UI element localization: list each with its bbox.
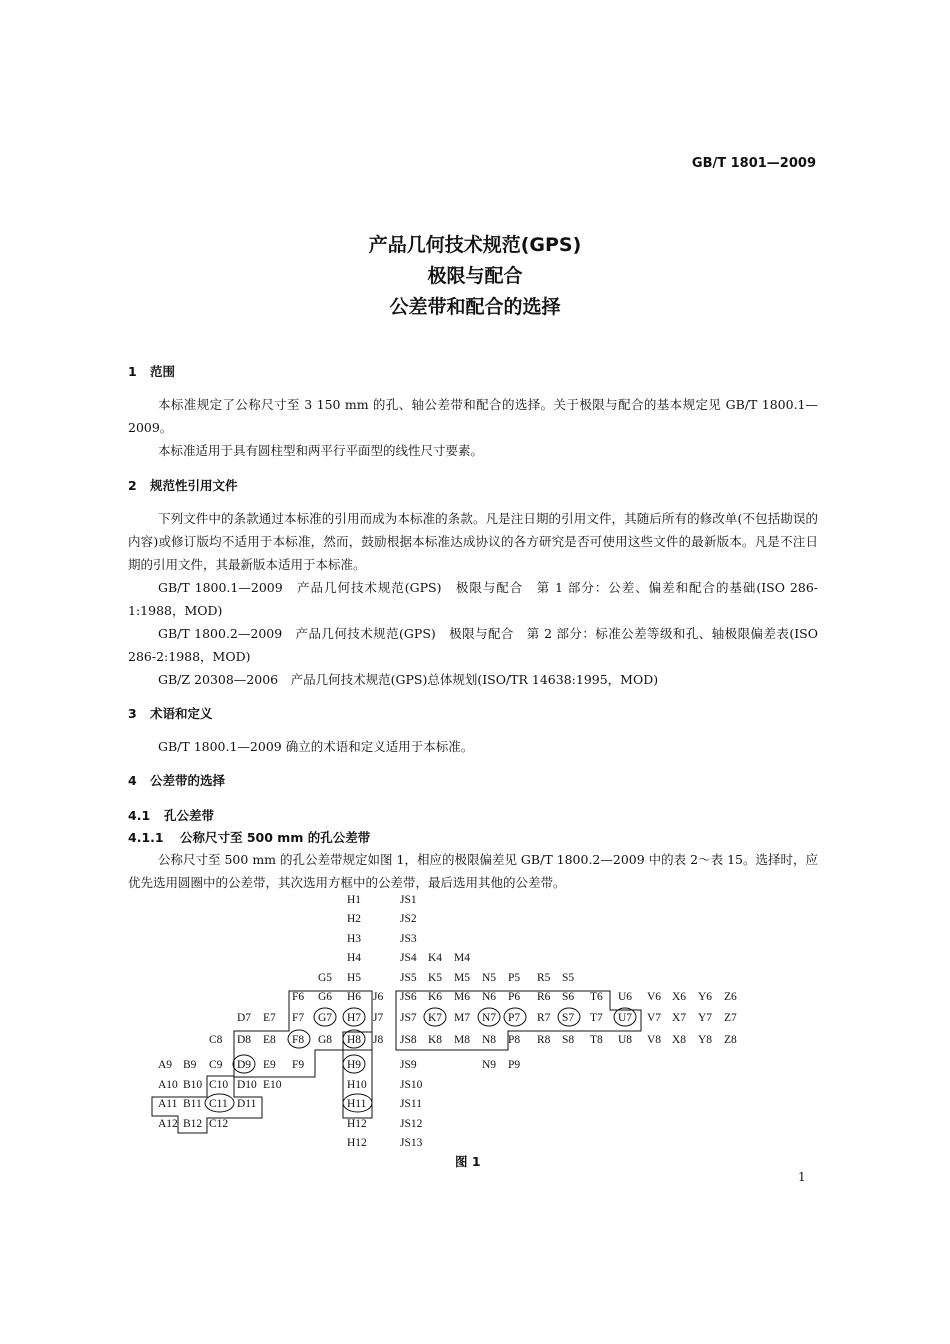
zone-x8-r8: X8 xyxy=(672,1034,687,1046)
section-title: 术语和定义 xyxy=(150,706,213,721)
reference-1: GB/T 1800.1—2009 产品几何技术规范(GPS) 极限与配合 第 1 部分：公差、偏差和配合的基础(ISO 286-1:1988，MOD) xyxy=(128,580,818,618)
section-4-1-1-paragraph-1: 公称尺寸至 500 mm 的孔公差带规定如图 1，相应的极限偏差见 GB/T 1800.2—2009 中的表 2～表 15。选择时，应优先选用圆圈中的公差带，其次选用方框中的公差带，最后选用其他的公差带。 xyxy=(128,852,818,890)
zone-js10-r10: JS10 xyxy=(400,1079,423,1091)
zone-js8-r8: JS8 xyxy=(400,1034,417,1046)
section-2-paragraph-1: 下列文件中的条款通过本标准的引用而成为本标准的条款。凡是注日期的引用文件，其随后所有的修改单(不包括勘误的内容)或修订版均不适用于本标准，然而，鼓励根据本标准达成协议的各方研究是否可使用这些文件的最新版本。凡是不注日期的引用文件，其最新版本适用于本标准。 xyxy=(128,511,818,572)
section-1-paragraph-1: 本标准规定了公称尺寸至 3 150 mm 的孔、轴公差带和配合的选择。关于极限与配合的基本规定见 GB/T 1800.1—2009。 xyxy=(128,397,818,435)
zone-g8-r8: G8 xyxy=(318,1034,333,1046)
zone-m8-r8: M8 xyxy=(454,1034,470,1046)
figure-caption: 图 1 xyxy=(455,1154,481,1169)
zone-u7-r7: U7 xyxy=(618,1012,633,1024)
zone-k7-r7: K7 xyxy=(428,1012,443,1024)
zone-s7-r7: S7 xyxy=(562,1012,575,1024)
zone-m6-r6: M6 xyxy=(454,991,470,1003)
zone-n5-r5: N5 xyxy=(482,972,497,984)
zone-d8-r8: D8 xyxy=(237,1034,252,1046)
zone-r8-r8: R8 xyxy=(537,1034,551,1046)
zone-t6-r6: T6 xyxy=(590,991,603,1003)
zone-f6-r6: F6 xyxy=(292,991,305,1003)
zone-y6-r6: Y6 xyxy=(698,991,713,1003)
zone-k6-r6: K6 xyxy=(428,991,443,1003)
zone-h7-r7: H7 xyxy=(347,1012,362,1024)
zone-d11-r11: D11 xyxy=(237,1098,257,1110)
zone-b12-r12: B12 xyxy=(183,1118,203,1130)
zone-js13-r13: JS13 xyxy=(400,1137,423,1149)
zone-a12-r12: A12 xyxy=(158,1118,178,1130)
zone-js4-r4: JS4 xyxy=(400,952,417,964)
title-line-3: 公差带和配合的选择 xyxy=(389,296,561,318)
zone-r6-r6: R6 xyxy=(537,991,551,1003)
zone-f9-r9: F9 xyxy=(292,1059,305,1071)
zone-n8-r8: N8 xyxy=(482,1034,497,1046)
title-line-2: 极限与配合 xyxy=(427,265,523,287)
zone-j7-r7: J7 xyxy=(373,1012,384,1024)
zone-js6-r6: JS6 xyxy=(400,991,417,1003)
section-number: 3 xyxy=(128,706,137,721)
zone-n9-r9: N9 xyxy=(482,1059,497,1071)
section-title: 范围 xyxy=(150,364,176,379)
zone-c9-r9: C9 xyxy=(209,1059,223,1071)
zone-p9-r9: P9 xyxy=(508,1059,521,1071)
zone-d7-r7: D7 xyxy=(237,1012,252,1024)
zone-c11-r11: C11 xyxy=(209,1098,228,1110)
zone-js5-r5: JS5 xyxy=(400,972,417,984)
zone-r7-r7: R7 xyxy=(537,1012,551,1024)
zone-c10-r10: C10 xyxy=(209,1079,229,1091)
section-number: 2 xyxy=(128,478,137,493)
zone-d10-r10: D10 xyxy=(237,1079,257,1091)
zone-g5-r5: G5 xyxy=(318,972,333,984)
section-1-paragraph-2: 本标准适用于具有圆柱型和两平行平面型的线性尺寸要素。 xyxy=(158,443,484,458)
reference-3: GB/Z 20308—2006 产品几何技术规范(GPS)总体规划(ISO/TR 14638:1995，MOD) xyxy=(158,672,659,687)
zone-j6-r6: J6 xyxy=(373,991,384,1003)
zone-u8-r8: U8 xyxy=(618,1034,633,1046)
zone-js9-r9: JS9 xyxy=(400,1059,417,1071)
page-number: 1 xyxy=(798,1170,806,1184)
section-title: 规范性引用文件 xyxy=(150,478,238,493)
zone-n7-r7: N7 xyxy=(482,1012,497,1024)
section-number: 1 xyxy=(128,364,137,379)
zone-k4-r4: K4 xyxy=(428,952,443,964)
zone-s8-r8: S8 xyxy=(562,1034,575,1046)
section-title: 公称尺寸至 500 mm 的孔公差带 xyxy=(180,830,371,845)
zone-js1-r1: JS1 xyxy=(400,894,417,906)
zone-h12-r12: H12 xyxy=(347,1118,367,1130)
zone-h12-r13: H12 xyxy=(347,1137,367,1149)
zone-j8-r8: J8 xyxy=(373,1034,384,1046)
zone-h8-r8: H8 xyxy=(347,1034,362,1046)
zone-v7-r7: V7 xyxy=(647,1012,662,1024)
zone-js11-r11: JS11 xyxy=(400,1098,422,1110)
standard-code: GB/T 1801—2009 xyxy=(691,156,816,171)
zone-x6-r6: X6 xyxy=(672,991,687,1003)
zone-k5-r5: K5 xyxy=(428,972,443,984)
zone-x7-r7: X7 xyxy=(672,1012,687,1024)
zone-g6-r6: G6 xyxy=(318,991,333,1003)
zone-u6-r6: U6 xyxy=(618,991,633,1003)
zone-h2-r2: H2 xyxy=(347,913,362,925)
zone-h6-r6: H6 xyxy=(347,991,362,1003)
zone-h1-r1: H1 xyxy=(347,894,362,906)
zone-k8-r8: K8 xyxy=(428,1034,443,1046)
zone-h10-r10: H10 xyxy=(347,1079,367,1091)
zone-h11-r11: H11 xyxy=(347,1098,367,1110)
zone-b10-r10: B10 xyxy=(183,1079,203,1091)
section-number: 4.1.1 xyxy=(128,830,164,845)
section-title: 公差带的选择 xyxy=(150,773,226,788)
zone-h4-r4: H4 xyxy=(347,952,362,964)
zone-p7-r7: P7 xyxy=(508,1012,521,1024)
zone-p6-r6: P6 xyxy=(508,991,521,1003)
zone-t7-r7: T7 xyxy=(590,1012,603,1024)
zone-y7-r7: Y7 xyxy=(698,1012,713,1024)
zone-b11-r11: B11 xyxy=(183,1098,202,1110)
zone-m7-r7: M7 xyxy=(454,1012,470,1024)
section-number: 4.1 xyxy=(128,808,151,823)
title-line-1: 产品几何技术规范(GPS) xyxy=(368,234,582,256)
zone-e8-r8: E8 xyxy=(263,1034,276,1046)
section-number: 4 xyxy=(128,773,137,788)
section-3-paragraph-1: GB/T 1800.1—2009 确立的术语和定义适用于本标准。 xyxy=(158,739,474,754)
zone-b9-r9: B9 xyxy=(183,1059,197,1071)
zone-z8-r8: Z8 xyxy=(724,1034,737,1046)
zone-js2-r2: JS2 xyxy=(400,913,417,925)
section-title: 孔公差带 xyxy=(164,808,215,823)
zone-v6-r6: V6 xyxy=(647,991,662,1003)
zone-t8-r8: T8 xyxy=(590,1034,603,1046)
zone-h3-r3: H3 xyxy=(347,933,362,945)
reference-2: GB/T 1800.2—2009 产品几何技术规范(GPS) 极限与配合 第 2 部分：标准公差等级和孔、轴极限偏差表(ISO 286-2:1988，MOD) xyxy=(128,626,818,664)
zone-s6-r6: S6 xyxy=(562,991,575,1003)
zone-d9-r9: D9 xyxy=(237,1059,252,1071)
zone-a11-r11: A11 xyxy=(158,1098,178,1110)
zone-c12-r12: C12 xyxy=(209,1118,229,1130)
zone-f8-r8: F8 xyxy=(292,1034,305,1046)
zone-f7-r7: F7 xyxy=(292,1012,305,1024)
zone-e7-r7: E7 xyxy=(263,1012,276,1024)
zone-a9-r9: A9 xyxy=(158,1059,173,1071)
zone-r5-r5: R5 xyxy=(537,972,551,984)
zone-p5-r5: P5 xyxy=(508,972,521,984)
zone-s5-r5: S5 xyxy=(562,972,575,984)
zone-n6-r6: N6 xyxy=(482,991,497,1003)
zone-m4-r4: M4 xyxy=(454,952,470,964)
zone-js12-r12: JS12 xyxy=(400,1118,423,1130)
zone-e9-r9: E9 xyxy=(263,1059,276,1071)
zone-a10-r10: A10 xyxy=(158,1079,178,1091)
zone-y8-r8: Y8 xyxy=(698,1034,713,1046)
zone-c8-r8: C8 xyxy=(209,1034,223,1046)
zone-h5-r5: H5 xyxy=(347,972,362,984)
zone-p8-r8: P8 xyxy=(508,1034,521,1046)
zone-js3-r3: JS3 xyxy=(400,933,417,945)
zone-g7-r7: G7 xyxy=(318,1012,333,1024)
zone-e10-r10: E10 xyxy=(263,1079,282,1091)
zone-v8-r8: V8 xyxy=(647,1034,662,1046)
zone-js7-r7: JS7 xyxy=(400,1012,417,1024)
zone-m5-r5: M5 xyxy=(454,972,470,984)
zone-z7-r7: Z7 xyxy=(724,1012,737,1024)
zone-h9-r9: H9 xyxy=(347,1059,362,1071)
zone-z6-r6: Z6 xyxy=(724,991,737,1003)
